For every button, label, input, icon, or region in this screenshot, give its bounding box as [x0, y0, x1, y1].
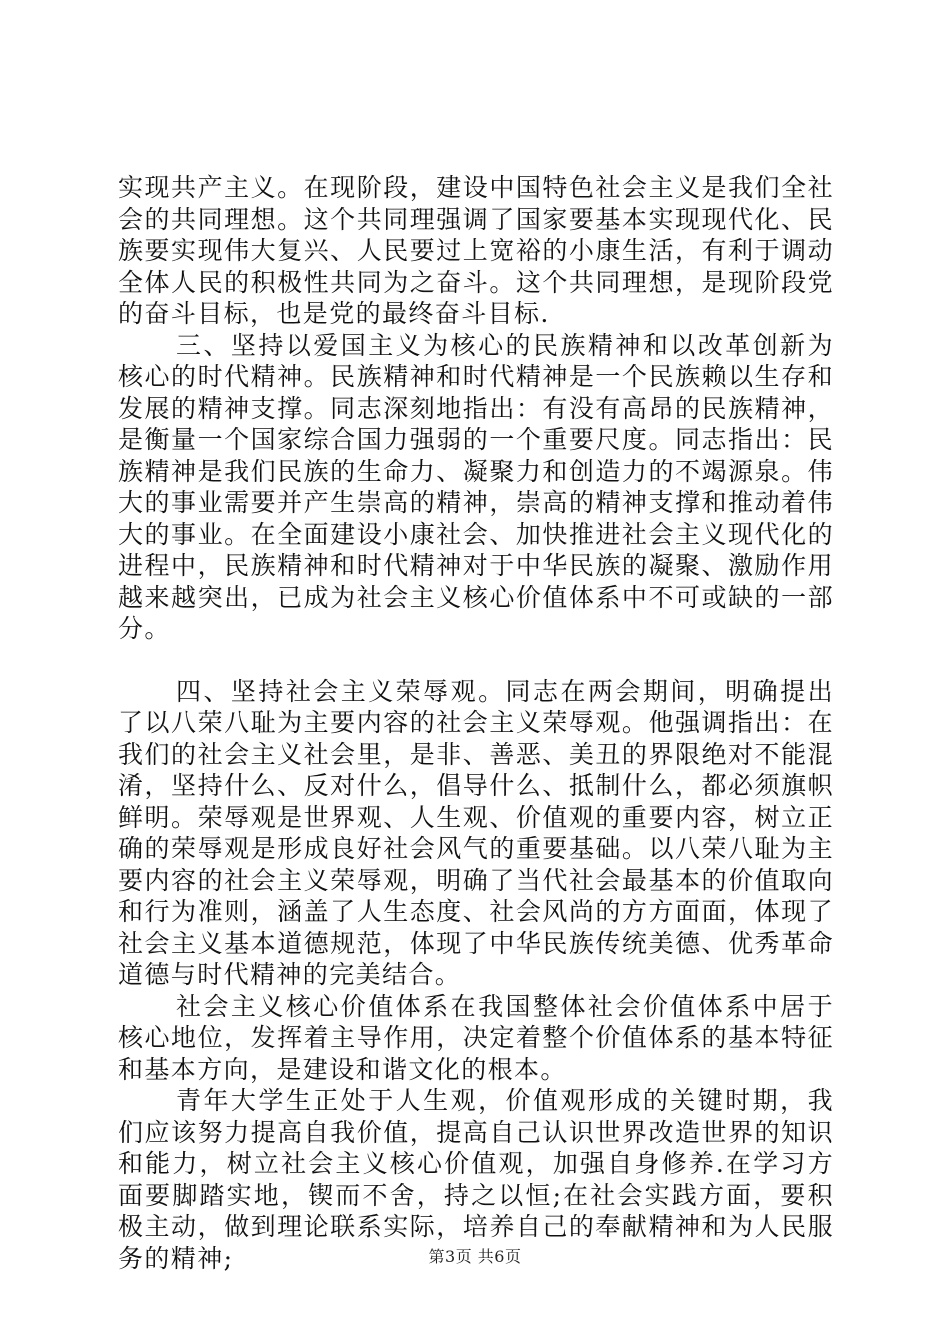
- page-number-footer: 第3页 共6页: [428, 1247, 522, 1266]
- paragraph-section-four: 四、坚持社会主义荣辱观。同志在两会期间，明确提出了以八荣八耻为主要内容的社会主义荣辱观。他强调指出：在我们的社会主义社会里，是非、善恶、美丑的界限绝对不能混淆，坚持什么、反对什么，倡导什么、抵制什么，都必须旗帜鲜明。荣辱观是世界观、人生观、价值观的重要内容，树立正确的荣辱观是形成良好社会风气的重要基础。以八荣八耻为主要内容的社会主义荣辱观，明确了当代社会最基本的价值取向和行为准则，涵盖了人生态度、社会风尚的方方面面，体现了社会主义基本道德规范，体现了中华民族传统美德、优秀革命道德与时代精神的完美结合。: [118, 676, 834, 989]
- paragraph-youth-students: 青年大学生正处于人生观，价值观形成的关键时期，我们应该努力提高自我价值，提高自己认识世界改造世界的知识和能力，树立社会主义核心价值观，加强自身修养.在学习方面要脚踏实地，锲而不舍，持之以恒;在社会实践方面，要积极主动，做到理论联系实际，培养自己的奉献精神和为人民服务的精神;: [118, 1086, 834, 1273]
- document-body: [118, 172, 834, 1274]
- paragraph-core-value-system: 社会主义核心价值体系在我国整体社会价值体系中居于核心地位，发挥着主导作用，决定着整个价值体系的基本特征和基本方向，是建设和谐文化的根本。: [118, 991, 834, 1084]
- paragraph-continuation: 实现共产主义。在现阶段，建设中国特色社会主义是我们全社会的共同理想。这个共同理强调了国家要基本实现现代化、民族要实现伟大复兴、人民要过上宽裕的小康生活，有利于调动全体人民的积极性共同为之奋斗。这个共同理想，是现阶段党的奋斗目标，也是党的最终奋斗目标.: [118, 173, 834, 328]
- paragraph-section-three: 三、坚持以爱国主义为核心的民族精神和以改革创新为核心的时代精神。民族精神和时代精神是一个民族赖以生存和发展的精神支撑。同志深刻地指出：有没有高昂的民族精神，是衡量一个国家综合国力强弱的一个重要尺度。同志指出：民族精神是我们民族的生命力、凝聚力和创造力的不竭源泉。伟大的事业需要并产生崇高的精神，崇高的精神支撑和推动着伟大的事业。在全面建设小康社会、加快推进社会主义现代化的进程中，民族精神和时代精神对于中华民族的凝聚、激励作用越来越突出，已成为社会主义核心价值体系中不可或缺的一部分。: [118, 330, 834, 643]
